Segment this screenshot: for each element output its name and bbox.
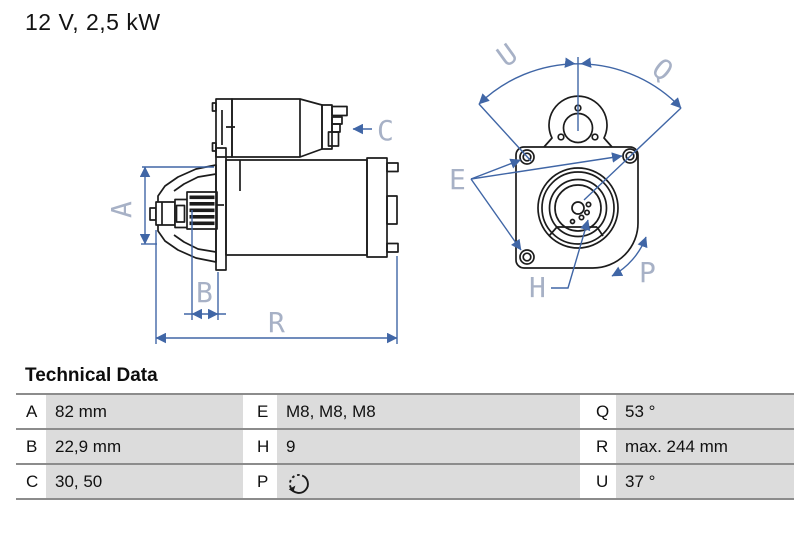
rotation-direction-icon bbox=[286, 471, 312, 497]
shaft-bore bbox=[572, 202, 584, 214]
dim-label-r: R bbox=[268, 306, 285, 339]
table-row bbox=[16, 428, 794, 463]
param-key-C: C bbox=[16, 465, 46, 498]
technical-data-table bbox=[16, 393, 794, 500]
param-value-U: 37 ° bbox=[616, 465, 794, 498]
param-key-R: R bbox=[580, 430, 616, 463]
param-value-P bbox=[277, 465, 580, 498]
page-title: 12 V, 2,5 kW bbox=[25, 9, 161, 35]
table-row bbox=[16, 463, 794, 498]
dim-label-h: H bbox=[529, 271, 546, 304]
motor-body bbox=[226, 158, 398, 257]
dim-label-b: B bbox=[196, 276, 213, 309]
table-row bbox=[16, 393, 794, 428]
dim-label-q: Q bbox=[645, 51, 680, 88]
dim-label-e: E bbox=[449, 163, 466, 196]
param-key-Q: Q bbox=[580, 395, 616, 428]
shaft-nose bbox=[156, 202, 175, 225]
param-value-R: max. 244 mm bbox=[616, 430, 794, 463]
param-value-Q: 53 ° bbox=[616, 395, 794, 428]
param-key-A: A bbox=[16, 395, 46, 428]
param-key-H: H bbox=[243, 430, 277, 463]
param-value-A: 82 mm bbox=[46, 395, 243, 428]
param-value-H: 9 bbox=[277, 430, 580, 463]
param-key-B: B bbox=[16, 430, 46, 463]
front-view-starter-motor bbox=[449, 37, 681, 304]
param-value-B: 22,9 mm bbox=[46, 430, 243, 463]
dim-label-a: A bbox=[105, 201, 138, 218]
dim-label-c: C bbox=[377, 114, 394, 147]
param-key-U: U bbox=[580, 465, 616, 498]
dim-label-p: P bbox=[639, 256, 656, 289]
param-value-C: 30, 50 bbox=[46, 465, 243, 498]
drive-end-housing bbox=[150, 165, 217, 262]
param-value-E: M8, M8, M8 bbox=[277, 395, 580, 428]
front-flange bbox=[516, 147, 638, 268]
param-key-E: E bbox=[243, 395, 277, 428]
dim-label-u: U bbox=[490, 37, 524, 74]
table-title: Technical Data bbox=[25, 365, 158, 386]
param-key-P: P bbox=[243, 465, 277, 498]
shaft-stub bbox=[150, 208, 156, 220]
solenoid bbox=[213, 99, 348, 157]
side-view-starter-motor bbox=[105, 99, 398, 344]
